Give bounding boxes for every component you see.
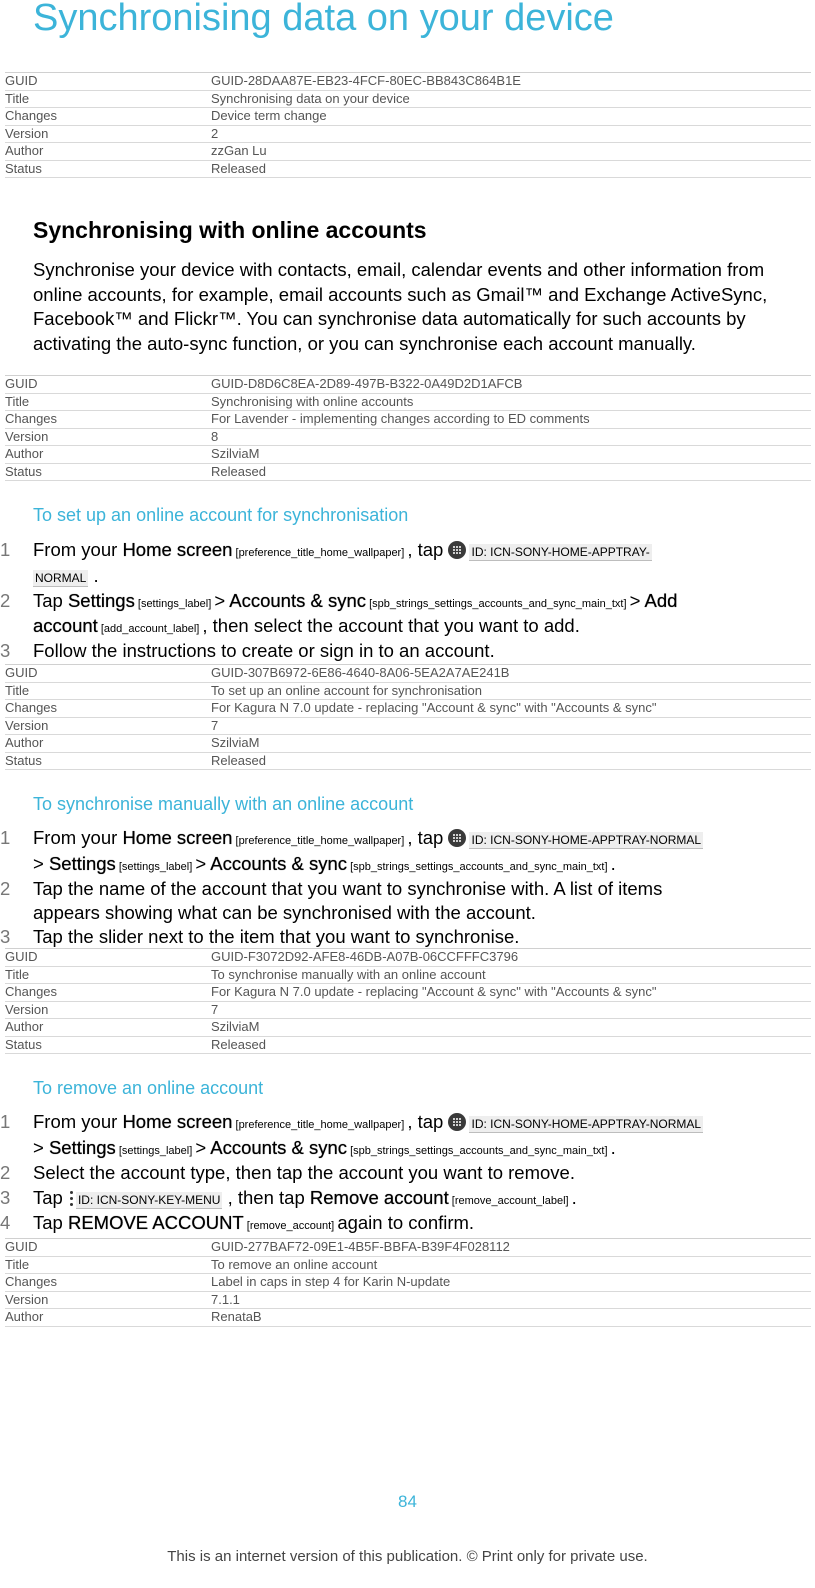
meta-key: Author [5, 735, 44, 750]
meta-row-guid [5, 665, 811, 683]
text: Tap [33, 590, 68, 611]
meta-row-status [5, 464, 811, 482]
step-text: Select the account type, then tap the account you want to remove. [33, 1162, 575, 1183]
meta-value: GUID-277BAF72-09E1-4B5F-BBFA-B39F4F028112 [211, 1239, 510, 1254]
meta-key: Author [5, 1019, 44, 1034]
meta-key: GUID [5, 73, 38, 88]
meta-row-version [5, 1292, 811, 1310]
ui-label-accounts-sync: Accounts & sync [210, 1137, 348, 1158]
meta-key: Changes [5, 984, 58, 999]
page-number: 84 [398, 1492, 417, 1511]
step-number: 1 [0, 539, 11, 560]
string-id: [settings_label] [115, 1145, 196, 1157]
meta-key: Status [5, 160, 42, 176]
meta-row-title [5, 91, 811, 109]
text: From your [33, 1111, 123, 1132]
meta-value: 7.1.1 [211, 1291, 240, 1307]
step-text [33, 538, 808, 566]
step-text: Tap the name of the account that you want to synchronise with. A list of items [33, 878, 663, 899]
meta-key: Version [5, 1291, 49, 1307]
meta-key: Version [5, 717, 49, 733]
meta-key: Version [5, 125, 49, 141]
meta-value: SzilviaM [211, 735, 260, 750]
text: > [629, 590, 645, 611]
step-number: 1 [0, 827, 11, 848]
text: . [88, 565, 99, 586]
meta-value: 7 [211, 1001, 219, 1017]
step-number: 3 [0, 640, 11, 661]
step-text: Follow the instructions to create or sign in to an account. [33, 640, 495, 661]
meta-key: Changes [5, 700, 58, 715]
text: . [571, 1187, 577, 1208]
meta-table-manual-sync [5, 948, 811, 1054]
meta-value: Released [211, 1036, 266, 1052]
meta-value: Synchronising with online accounts [211, 393, 414, 409]
meta-row-author [5, 143, 811, 161]
string-id: [preference_title_home_wallpaper] [232, 835, 408, 847]
ui-label-settings: Settings [67, 590, 135, 611]
meta-value: Synchronising data on your device [211, 90, 410, 106]
meta-row-author [5, 1019, 811, 1037]
string-id: [spb_strings_settings_accounts_and_sync_main_txt] [347, 1145, 611, 1157]
text: , tap [407, 827, 449, 848]
meta-row-version [5, 126, 811, 144]
meta-row-guid [5, 376, 811, 394]
text: . [610, 853, 616, 874]
string-id: [remove_account_label] [448, 1195, 572, 1207]
text: Tap [33, 1212, 68, 1233]
meta-row-status [5, 161, 811, 179]
text: . [610, 1137, 616, 1158]
meta-row-version [5, 429, 811, 447]
app-tray-icon [448, 829, 466, 847]
string-id: [remove_account] [243, 1220, 338, 1232]
step-number: 2 [0, 590, 11, 611]
meta-row-changes [5, 984, 811, 1002]
icon-id-label: ID: ICN-SONY-HOME-APPTRAY- [471, 545, 650, 559]
ui-label-add-account: account [33, 615, 98, 636]
meta-row-title [5, 1257, 811, 1275]
meta-row-version [5, 718, 811, 736]
meta-row-title [5, 967, 811, 985]
step-text [33, 589, 808, 617]
string-id: [preference_title_home_wallpaper] [232, 1119, 408, 1131]
icon-id-label: ID: ICN-SONY-HOME-APPTRAY-NORMAL [471, 1117, 702, 1131]
step-text [33, 1110, 808, 1138]
procedure-heading-remove-account: To remove an online account [33, 1078, 264, 1098]
footer-notice: This is an internet version of this publication. © Print only for private use. [167, 1548, 648, 1565]
text: > [195, 853, 211, 874]
meta-key: Title [5, 966, 30, 982]
meta-value: GUID-307B6972-6E86-4640-8A06-5EA2A7AE241B [211, 665, 510, 680]
meta-table-setup-account [5, 664, 811, 770]
meta-row-status [5, 1037, 811, 1055]
string-id: [preference_title_home_wallpaper] [232, 547, 408, 559]
meta-key: Status [5, 1036, 42, 1052]
meta-row-changes [5, 700, 811, 718]
step-text [33, 1211, 808, 1239]
meta-value: Label in caps in step 4 for Karin N-update [211, 1274, 451, 1289]
app-tray-icon [448, 541, 466, 559]
meta-table-remove-account [5, 1238, 811, 1327]
meta-row-title [5, 683, 811, 701]
ui-label-add-account: Add [644, 590, 678, 611]
meta-value: GUID-F3072D92-AFE8-46DB-A07B-06CCFFFC3796 [211, 949, 519, 964]
meta-key: GUID [5, 376, 38, 391]
text: > [214, 590, 230, 611]
meta-table-online-accounts [5, 375, 811, 481]
step-number: 2 [0, 1162, 11, 1183]
meta-table-document [5, 72, 811, 178]
meta-key: Title [5, 393, 30, 409]
step-text [33, 614, 808, 642]
meta-key: Author [5, 143, 44, 158]
meta-row-version [5, 1002, 811, 1020]
meta-value: Released [211, 752, 266, 768]
section-heading-online-accounts: Synchronising with online accounts [33, 217, 427, 243]
app-tray-icon [448, 1113, 466, 1131]
step-text [33, 1136, 808, 1164]
text: > [33, 1137, 49, 1158]
meta-row-guid [5, 73, 811, 91]
text: > [33, 853, 49, 874]
step-text [33, 826, 808, 854]
meta-key: Version [5, 1001, 49, 1017]
meta-key: Changes [5, 1274, 58, 1289]
meta-value: 2 [211, 125, 219, 141]
text: , tap [407, 539, 449, 560]
meta-value: To remove an online account [211, 1256, 378, 1272]
step-text: appears showing what can be synchronised with the account. [33, 902, 536, 923]
step-text [33, 564, 808, 591]
ui-label-home-screen: Home screen [122, 1111, 233, 1132]
page-title: Synchronising data on your device [33, 0, 614, 39]
step-number: 1 [0, 1111, 11, 1132]
string-id: [spb_strings_settings_accounts_and_sync_main_txt] [366, 598, 630, 610]
meta-value: GUID-D8D6C8EA-2D89-497B-B322-0A49D2D1AFCB [211, 376, 523, 391]
meta-key: Status [5, 752, 42, 768]
meta-key: Author [5, 1309, 44, 1324]
meta-key: GUID [5, 949, 38, 964]
procedure-heading-manual-sync: To synchronise manually with an online account [33, 794, 414, 814]
meta-value: Released [211, 463, 266, 479]
meta-value: zzGan Lu [211, 143, 267, 158]
meta-row-guid [5, 949, 811, 967]
text: again to confirm. [337, 1212, 475, 1233]
icon-id-label: ID: ICN-SONY-HOME-APPTRAY-NORMAL [471, 833, 702, 847]
meta-key: Version [5, 428, 49, 444]
procedure-heading-setup-account: To set up an online account for synchronisation [33, 505, 409, 525]
ui-label-accounts-sync: Accounts & sync [229, 590, 367, 611]
meta-value: 7 [211, 717, 219, 733]
meta-value: To synchronise manually with an online account [211, 966, 486, 982]
meta-key: GUID [5, 1239, 38, 1254]
ui-label-home-screen: Home screen [122, 827, 233, 848]
meta-value: Device term change [211, 108, 327, 123]
meta-key: Title [5, 1256, 30, 1272]
text: > [195, 1137, 211, 1158]
ui-label-home-screen: Home screen [122, 539, 233, 560]
text: From your [33, 827, 123, 848]
step-number: 3 [0, 1187, 11, 1208]
meta-row-changes [5, 1274, 811, 1292]
meta-key: Status [5, 463, 42, 479]
meta-key: Title [5, 90, 30, 106]
meta-value: SzilviaM [211, 446, 260, 461]
meta-row-author [5, 735, 811, 753]
meta-value: For Kagura N 7.0 update - replacing "Account & sync" with "Accounts & sync" [211, 984, 657, 999]
meta-value: RenataB [211, 1309, 262, 1324]
meta-row-status [5, 753, 811, 771]
step-number: 2 [0, 878, 11, 899]
step-number: 3 [0, 926, 11, 947]
icon-id-label: NORMAL [35, 571, 87, 585]
meta-value: For Kagura N 7.0 update - replacing "Account & sync" with "Accounts & sync" [211, 700, 657, 715]
meta-row-author [5, 1309, 811, 1327]
menu-icon [68, 1189, 74, 1207]
meta-row-guid [5, 1239, 811, 1257]
string-id: [settings_label] [115, 861, 196, 873]
step-number: 4 [0, 1212, 11, 1233]
text: , tap [407, 1111, 449, 1132]
icon-id-label: ID: ICN-SONY-KEY-MENU [77, 1193, 221, 1207]
text: From your [33, 539, 123, 560]
meta-value: 8 [211, 428, 219, 444]
string-id: [spb_strings_settings_accounts_and_sync_main_txt] [347, 861, 611, 873]
meta-value: SzilviaM [211, 1019, 260, 1034]
meta-row-author [5, 446, 811, 464]
meta-key: GUID [5, 665, 38, 680]
meta-row-title [5, 394, 811, 412]
meta-row-changes [5, 411, 811, 429]
step-text [33, 1186, 808, 1214]
step-text: Tap the slider next to the item that you want to synchronise. [33, 926, 520, 947]
meta-key: Author [5, 446, 44, 461]
text: , then select the account that you want to add. [202, 615, 580, 636]
meta-key: Title [5, 682, 30, 698]
text: , then tap [222, 1187, 310, 1208]
string-id: [settings_label] [134, 598, 215, 610]
meta-value: GUID-28DAA87E-EB23-4FCF-80EC-BB843C864B1E [211, 73, 521, 88]
meta-key: Changes [5, 108, 58, 123]
section-paragraph: Synchronise your device with contacts, email, calendar events and other information from online accounts, for example, email accounts such as Gmail™ and Exchange ActiveSync, Facebook™ and Flickr™. You can synchronise data automatically for such accounts by activating the auto-sync function, or you can synchronise each account manually. [33, 259, 768, 354]
ui-label-remove-account: Remove account [309, 1187, 449, 1208]
meta-value: For Lavender - implementing changes according to ED comments [211, 411, 590, 426]
meta-row-changes [5, 108, 811, 126]
text: Tap [33, 1187, 68, 1208]
ui-label-settings: Settings [48, 1137, 116, 1158]
meta-value: To set up an online account for synchronisation [211, 682, 483, 698]
ui-label-remove-account-caps: REMOVE ACCOUNT [67, 1212, 244, 1233]
step-text [33, 852, 808, 880]
ui-label-accounts-sync: Accounts & sync [210, 853, 348, 874]
ui-label-settings: Settings [48, 853, 116, 874]
string-id: [add_account_label] [97, 623, 203, 635]
meta-value: Released [211, 160, 266, 176]
meta-key: Changes [5, 411, 58, 426]
